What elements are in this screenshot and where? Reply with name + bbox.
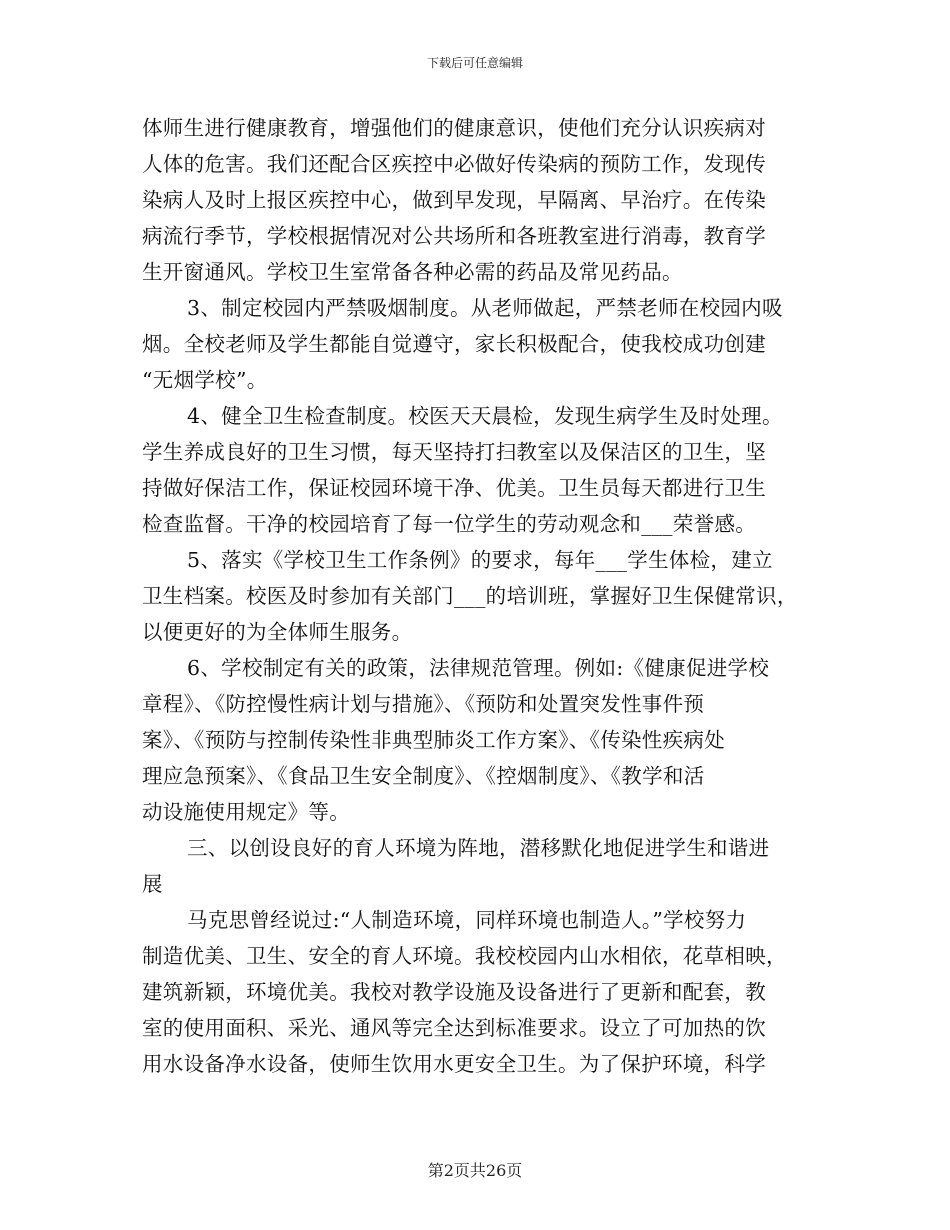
text-line: 建筑新颖，环境优美。我校对教学设施及设备进行了更新和配套，教 [142,980,766,1004]
text-line: 展 [142,872,163,896]
text-line: 3、制定校园内严禁吸烟制度。从老师做起，严禁老师在校园内吸 [187,296,783,320]
page-header: 下载后可任意编辑 [426,56,523,70]
text-line: 案》、《预防与控制传染性非典型肺炎工作方案》、《传染性疾病处 [142,728,725,752]
text-line: 检查监督。干净的校园培育了每一位学生的劳动观念和___荣誉感。 [142,512,757,536]
text-line: 室的使用面积、采光、通风等完全达到标准要求。设立了可加热的饮 [142,1016,766,1040]
text-line: 卫生档案。校医及时参加有关部门___的培训班，掌握好卫生保健常识， [142,584,798,608]
text-line: 三、以创设良好的育人环境为阵地，潜移默化地促进学生和谐进 [187,836,770,860]
text-line: 理应急预案》、《食品卫生安全制度》、《控烟制度》、《教学和活 [142,764,705,788]
text-line: 以便更好的为全体师生服务。 [142,620,413,644]
text-line: 制造优美、卫生、安全的育人环境。我校校园内山水相依，花草相映， [142,944,787,968]
text-line: 人体的危害。我们还配合区疾控中必做好传染病的预防工作，发现传 [142,152,766,176]
text-line: 病流行季节，学校根据情况对公共场所和各班教室进行消毒，教育学 [142,224,766,248]
text-line: 学生养成良好的卫生习惯，每天坚持打扫教室以及保洁区的卫生，坚 [142,440,766,464]
text-line: 6、学校制定有关的政策，法律规范管理。例如:《健康促进学校 [187,656,770,680]
text-line: 生开窗通风。学校卫生室常备各种必需的药品及常见药品。 [142,260,683,284]
text-line: “无烟学校”。 [142,368,268,392]
text-line: 4、健全卫生检查制度。校医天天晨检，发现生病学生及时处理。 [187,404,783,428]
text-line: 体师生进行健康教育，增强他们的健康意识，使他们充分认识疾病对 [142,116,766,140]
text-line: 染病人及时上报区疾控中心，做到早发现，早隔离、早治疗。在传染 [142,188,766,212]
text-line: 烟。全校老师及学生都能自觉遵守，家长积极配合，使我校成功创建 [142,332,766,356]
text-line: 持做好保洁工作，保证校园环境干净、优美。卫生员每天都进行卫生 [142,476,766,500]
text-line: 用水设备净水设备，使师生饮用水更安全卫生。为了保护环境，科学 [142,1052,766,1076]
text-line: 动设施使用规定》等。 [142,800,350,824]
text-line: 章程》、《防控慢性病计划与措施》、《预防和处置突发性事件预 [142,692,705,716]
text-line: 5、落实《学校卫生工作条例》的要求，每年___学生体检，建立 [187,548,773,572]
document-body [142,110,808,1082]
text-line: 马克思曾经说过:“人制造环境，同样环境也制造人。”学校努力 [187,908,747,932]
page-number: 第2页共26页 [427,1161,523,1180]
